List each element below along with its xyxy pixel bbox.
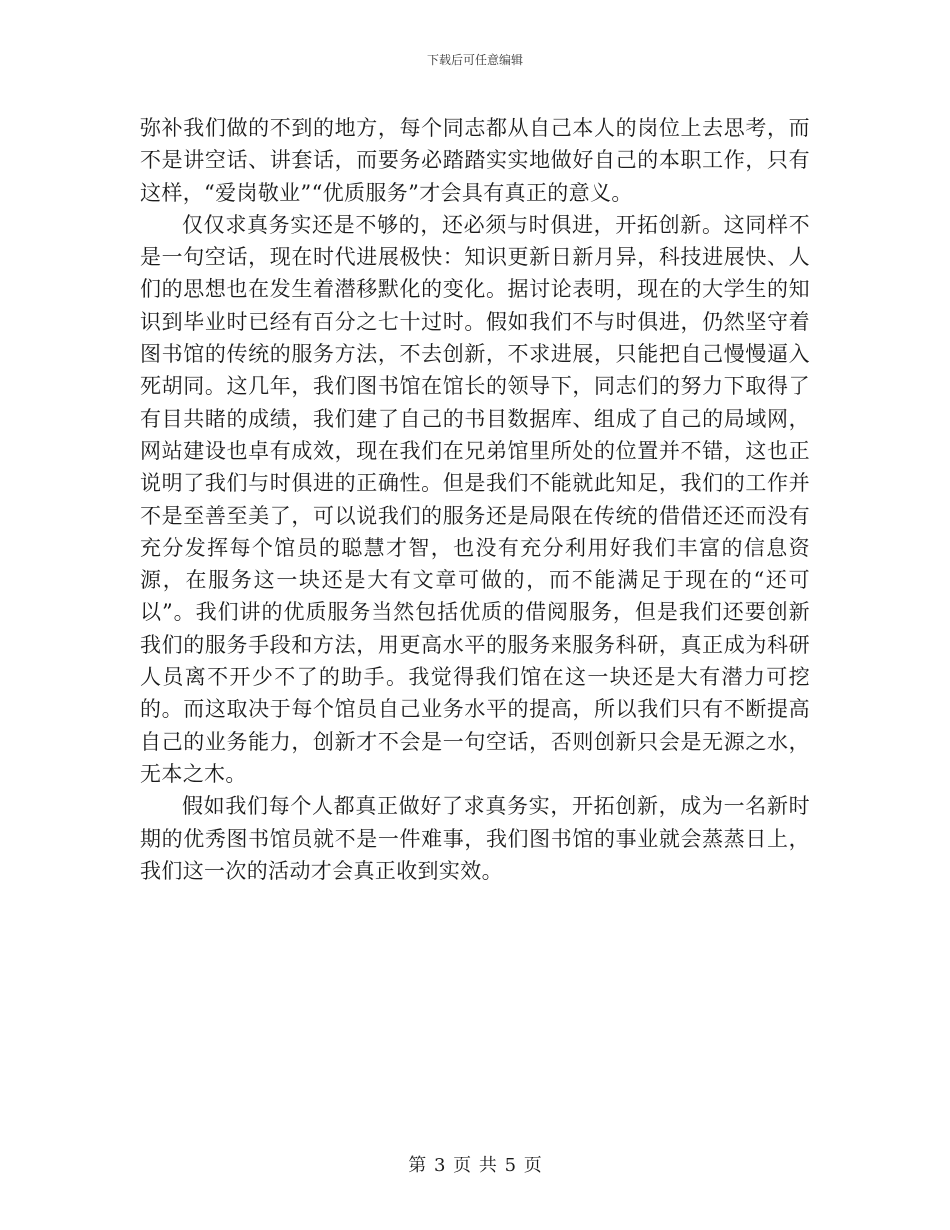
paragraph-innovation: 仅仅求真务实还是不够的，还必须与时俱进，开拓创新。这同样不是一句空话，现在时代进展极快：知识更新日新月异，科技进展快、人们的思想也在发生着潜移默化的变化。据讨论表明，现在的大学生的知识到毕业时已经有百分之七十过时。假如我们不与时俱进，仍然坚守着图书馆的传统的服务方法，不去创新，不求进展，只能把自己慢慢逼入死胡同。这几年，我们图书馆在馆长的领导下，同志们的努力下取得了有目共睹的成绩，我们建了自己的书目数据库、组成了自己的局域网，网站建设也卓有成效，现在我们在兄弟馆里所处的位置并不错，这也正说明了我们与时俱进的正确性。但是我们不能就此知足，我们的工作并不是至善至美了，可以说我们的服务还是局限在传统的借借还还而没有充分发挥每个馆员的聪慧才智，也没有充分利用好我们丰富的信息资源，在服务这一块还是大有文章可做的，而不能满足于现在的“还可以”。我们讲的优质服务当然包括优质的借阅服务，但是我们还要创新我们的服务手段和方法，用更高水平的服务来服务科研，真正成为科研人员离不开少不了的助手。我觉得我们馆在这一块还是大有潜力可挖的。而这取决于每个馆员自己业务水平的提高，所以我们只有不断提高自己的业务能力，创新才不会是一句空话，否则创新只会是无源之水，无本之木。 bbox=[140, 212, 810, 786]
paragraph-conclusion: 假如我们每个人都真正做好了求真务实，开拓创新，成为一名新时期的优秀图书馆员就不是一件难事，我们图书馆的事业就会蒸蒸日上，我们这一次的活动才会真正收到实效。 bbox=[140, 794, 810, 883]
document-body bbox=[140, 112, 810, 887]
page-header: 下载后可任意编辑 bbox=[426, 53, 523, 67]
page-number-footer: 第 3 页 共 5 页 bbox=[408, 1155, 542, 1176]
paragraph-continued: 弥补我们做的不到的地方，每个同志都从自己本人的岗位上去思考，而不是讲空话、讲套话，而要务必踏踏实实地做好自己的本职工作，只有这样，“爱岗敬业”“优质服务”才会具有真正的意义。 bbox=[140, 116, 810, 205]
